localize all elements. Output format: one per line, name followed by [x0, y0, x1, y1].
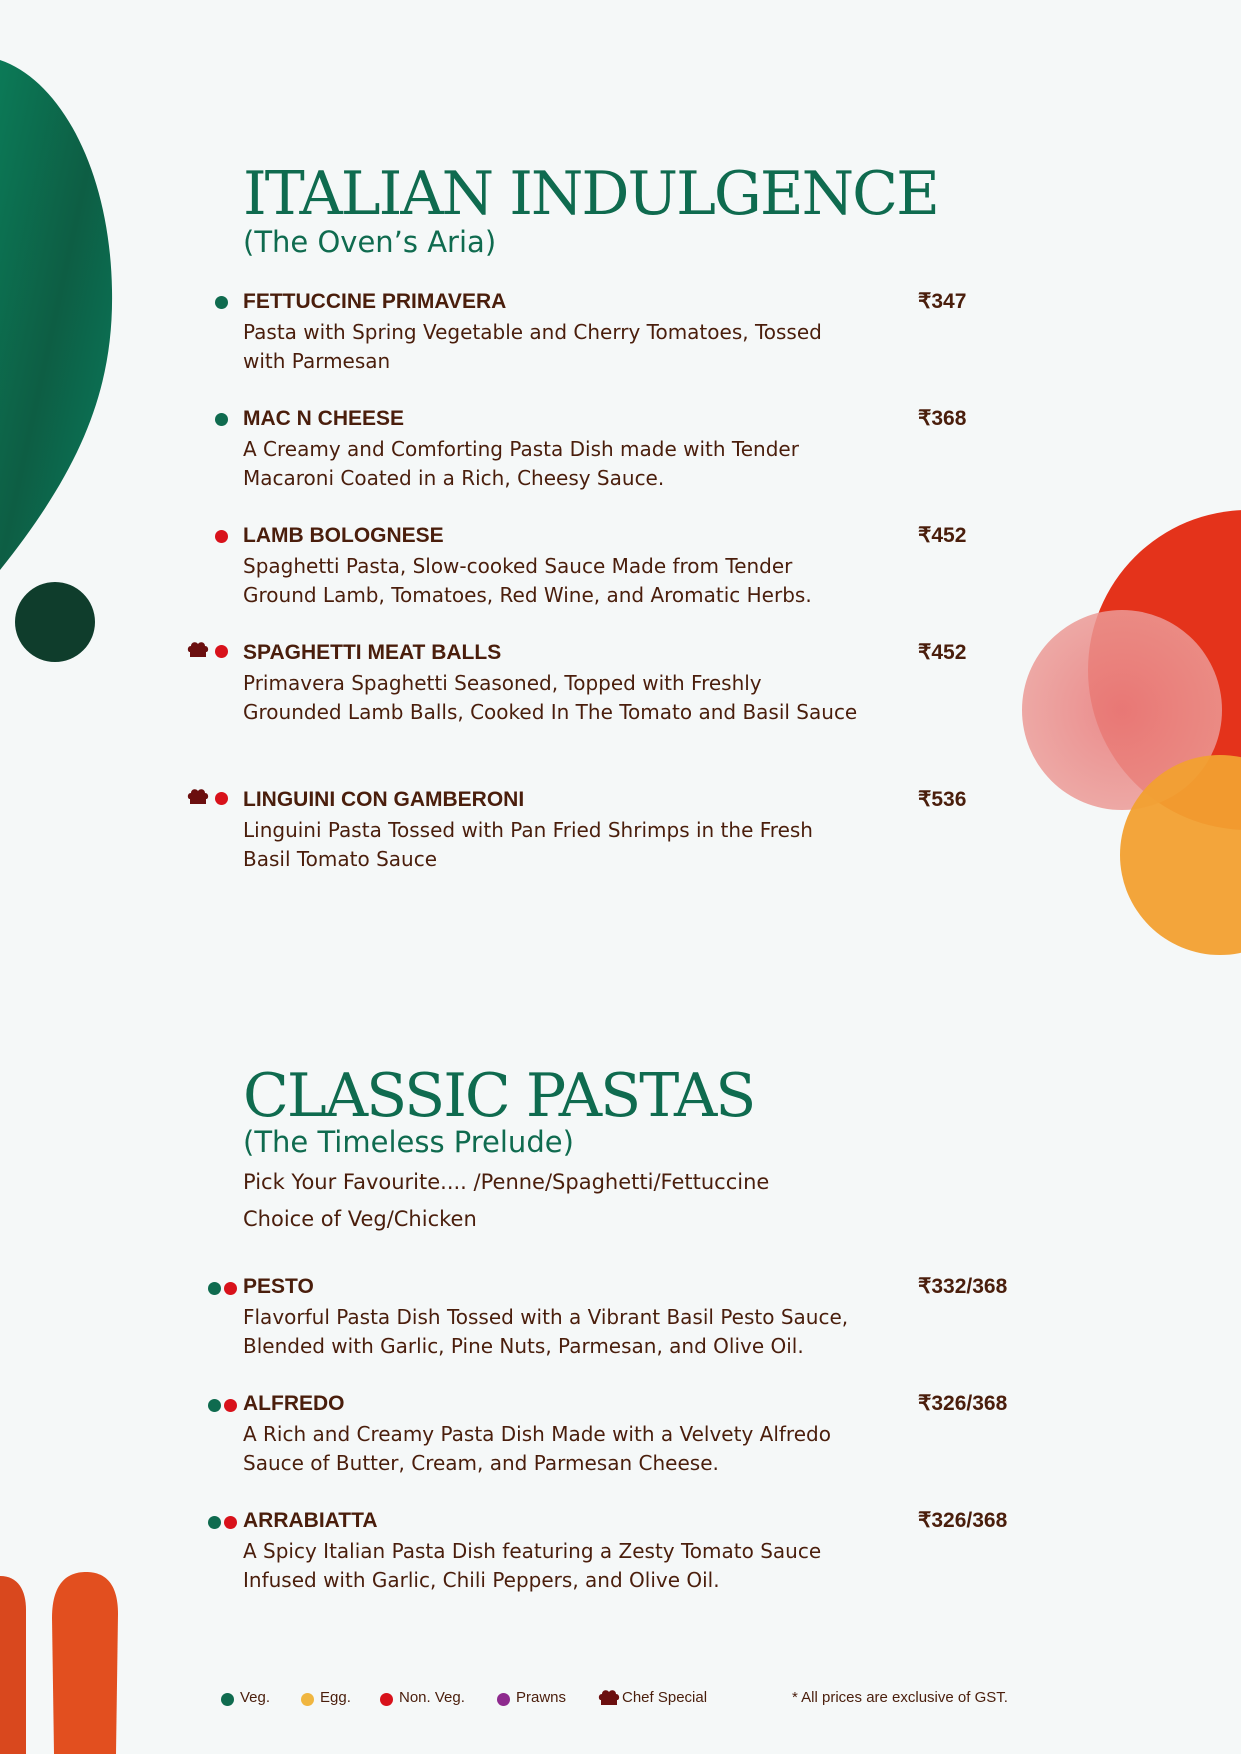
item-description: Spaghetti Pasta, Slow-cooked Sauce Made from Tender Ground Lamb, Tomatoes, Red Wine, and Aromatic Herbs. — [243, 554, 812, 607]
menu-item-alfredo — [243, 1392, 883, 1478]
chef-hat-icon — [598, 1690, 620, 1706]
item-price: ₹326/368 — [918, 1392, 1008, 1415]
menu-item-lamb-bolognese — [243, 524, 883, 610]
veg-dot-icon — [215, 296, 228, 309]
item-price: ₹368 — [918, 407, 967, 430]
item-name: PESTO — [243, 1275, 314, 1298]
item-price: ₹536 — [918, 788, 967, 811]
item-description: A Creamy and Comforting Pasta Dish made with Tender Macaroni Coated in a Rich, Cheesy Sauce. — [243, 437, 799, 490]
orange-brush-decoration — [0, 1570, 125, 1754]
non-veg-dot-icon — [224, 1282, 237, 1295]
watercolor-circles-decoration — [1010, 500, 1241, 970]
legend-label-prawns: Prawns — [516, 1689, 567, 1706]
item-description: Linguini Pasta Tossed with Pan Fried Shrimps in the Fresh Basil Tomato Sauce — [243, 818, 813, 871]
non-veg-dot-icon — [224, 1516, 237, 1529]
item-name: MAC N CHEESE — [243, 407, 405, 430]
section-title-classic-pastas: CLASSIC PASTAS — [243, 1061, 755, 1131]
non-veg-dot-icon — [224, 1399, 237, 1412]
legend-label-veg: Veg. — [240, 1689, 271, 1706]
item-description: Pasta with Spring Vegetable and Cherry Tomatoes, Tossed with Parmesan — [243, 320, 822, 373]
protein-choice-note: Choice of Veg/Chicken — [243, 1207, 477, 1231]
item-price: ₹326/368 — [918, 1509, 1008, 1532]
menu-item-fettuccine-primavera — [243, 290, 883, 376]
chef-hat-icon — [187, 642, 209, 658]
item-name: ALFREDO — [243, 1392, 345, 1415]
menu-item-pesto — [243, 1275, 883, 1361]
menu-item-arrabiatta — [243, 1509, 883, 1595]
section-subtitle-italian-indulgence: (The Oven’s Aria) — [243, 225, 497, 259]
legend-label-chef-special: Chef Special — [622, 1689, 708, 1706]
item-name: ARRABIATTA — [243, 1509, 378, 1532]
item-name: SPAGHETTI MEAT BALLS — [243, 641, 502, 664]
item-description: Flavorful Pasta Dish Tossed with a Vibrant Basil Pesto Sauce, Blended with Garlic, Pine Nuts, Parmesan, and Olive Oil. — [243, 1305, 849, 1358]
non-veg-dot-icon — [380, 1693, 393, 1706]
menu-item-linguini-con-gamberoni — [243, 788, 883, 874]
green-circle-decoration — [15, 582, 95, 662]
item-description: A Rich and Creamy Pasta Dish Made with a Velvety Alfredo Sauce of Butter, Cream, and Parmesan Cheese. — [243, 1422, 831, 1475]
veg-dot-icon — [221, 1693, 234, 1706]
veg-dot-icon — [208, 1516, 221, 1529]
veg-dot-icon — [215, 413, 228, 426]
non-veg-dot-icon — [215, 645, 228, 658]
legend-label-non-veg: Non. Veg. — [399, 1689, 465, 1706]
item-price: ₹452 — [918, 641, 967, 664]
veg-dot-icon — [208, 1282, 221, 1295]
item-name: LAMB BOLOGNESE — [243, 524, 444, 547]
item-name: LINGUINI CON GAMBERONI — [243, 788, 525, 811]
item-name: FETTUCCINE PRIMAVERA — [243, 290, 507, 313]
pasta-choice-note: Pick Your Favourite.... /Penne/Spaghetti/Fettuccine — [243, 1170, 770, 1194]
section-subtitle-classic-pastas: (The Timeless Prelude) — [243, 1125, 574, 1159]
gst-footnote: * All prices are exclusive of GST. — [792, 1689, 1008, 1706]
item-price: ₹452 — [918, 524, 967, 547]
item-price: ₹332/368 — [918, 1275, 1008, 1298]
green-blob-decoration — [0, 60, 120, 580]
section-title-italian-indulgence: ITALIAN INDULGENCE — [243, 159, 938, 229]
chef-hat-icon — [187, 789, 209, 805]
prawns-dot-icon — [497, 1693, 510, 1706]
menu-item-mac-n-cheese — [243, 407, 883, 493]
menu-item-spaghetti-meat-balls — [243, 641, 883, 727]
legend-label-egg: Egg. — [320, 1689, 351, 1706]
non-veg-dot-icon — [215, 530, 228, 543]
item-description: A Spicy Italian Pasta Dish featuring a Zesty Tomato Sauce Infused with Garlic, Chili Peppers, and Olive Oil. — [243, 1539, 822, 1592]
item-price: ₹347 — [918, 290, 967, 313]
veg-dot-icon — [208, 1399, 221, 1412]
item-description: Primavera Spaghetti Seasoned, Topped with Freshly Grounded Lamb Balls, Cooked In The Tomato and Basil Sauce — [243, 671, 858, 724]
egg-dot-icon — [301, 1693, 314, 1706]
non-veg-dot-icon — [215, 792, 228, 805]
